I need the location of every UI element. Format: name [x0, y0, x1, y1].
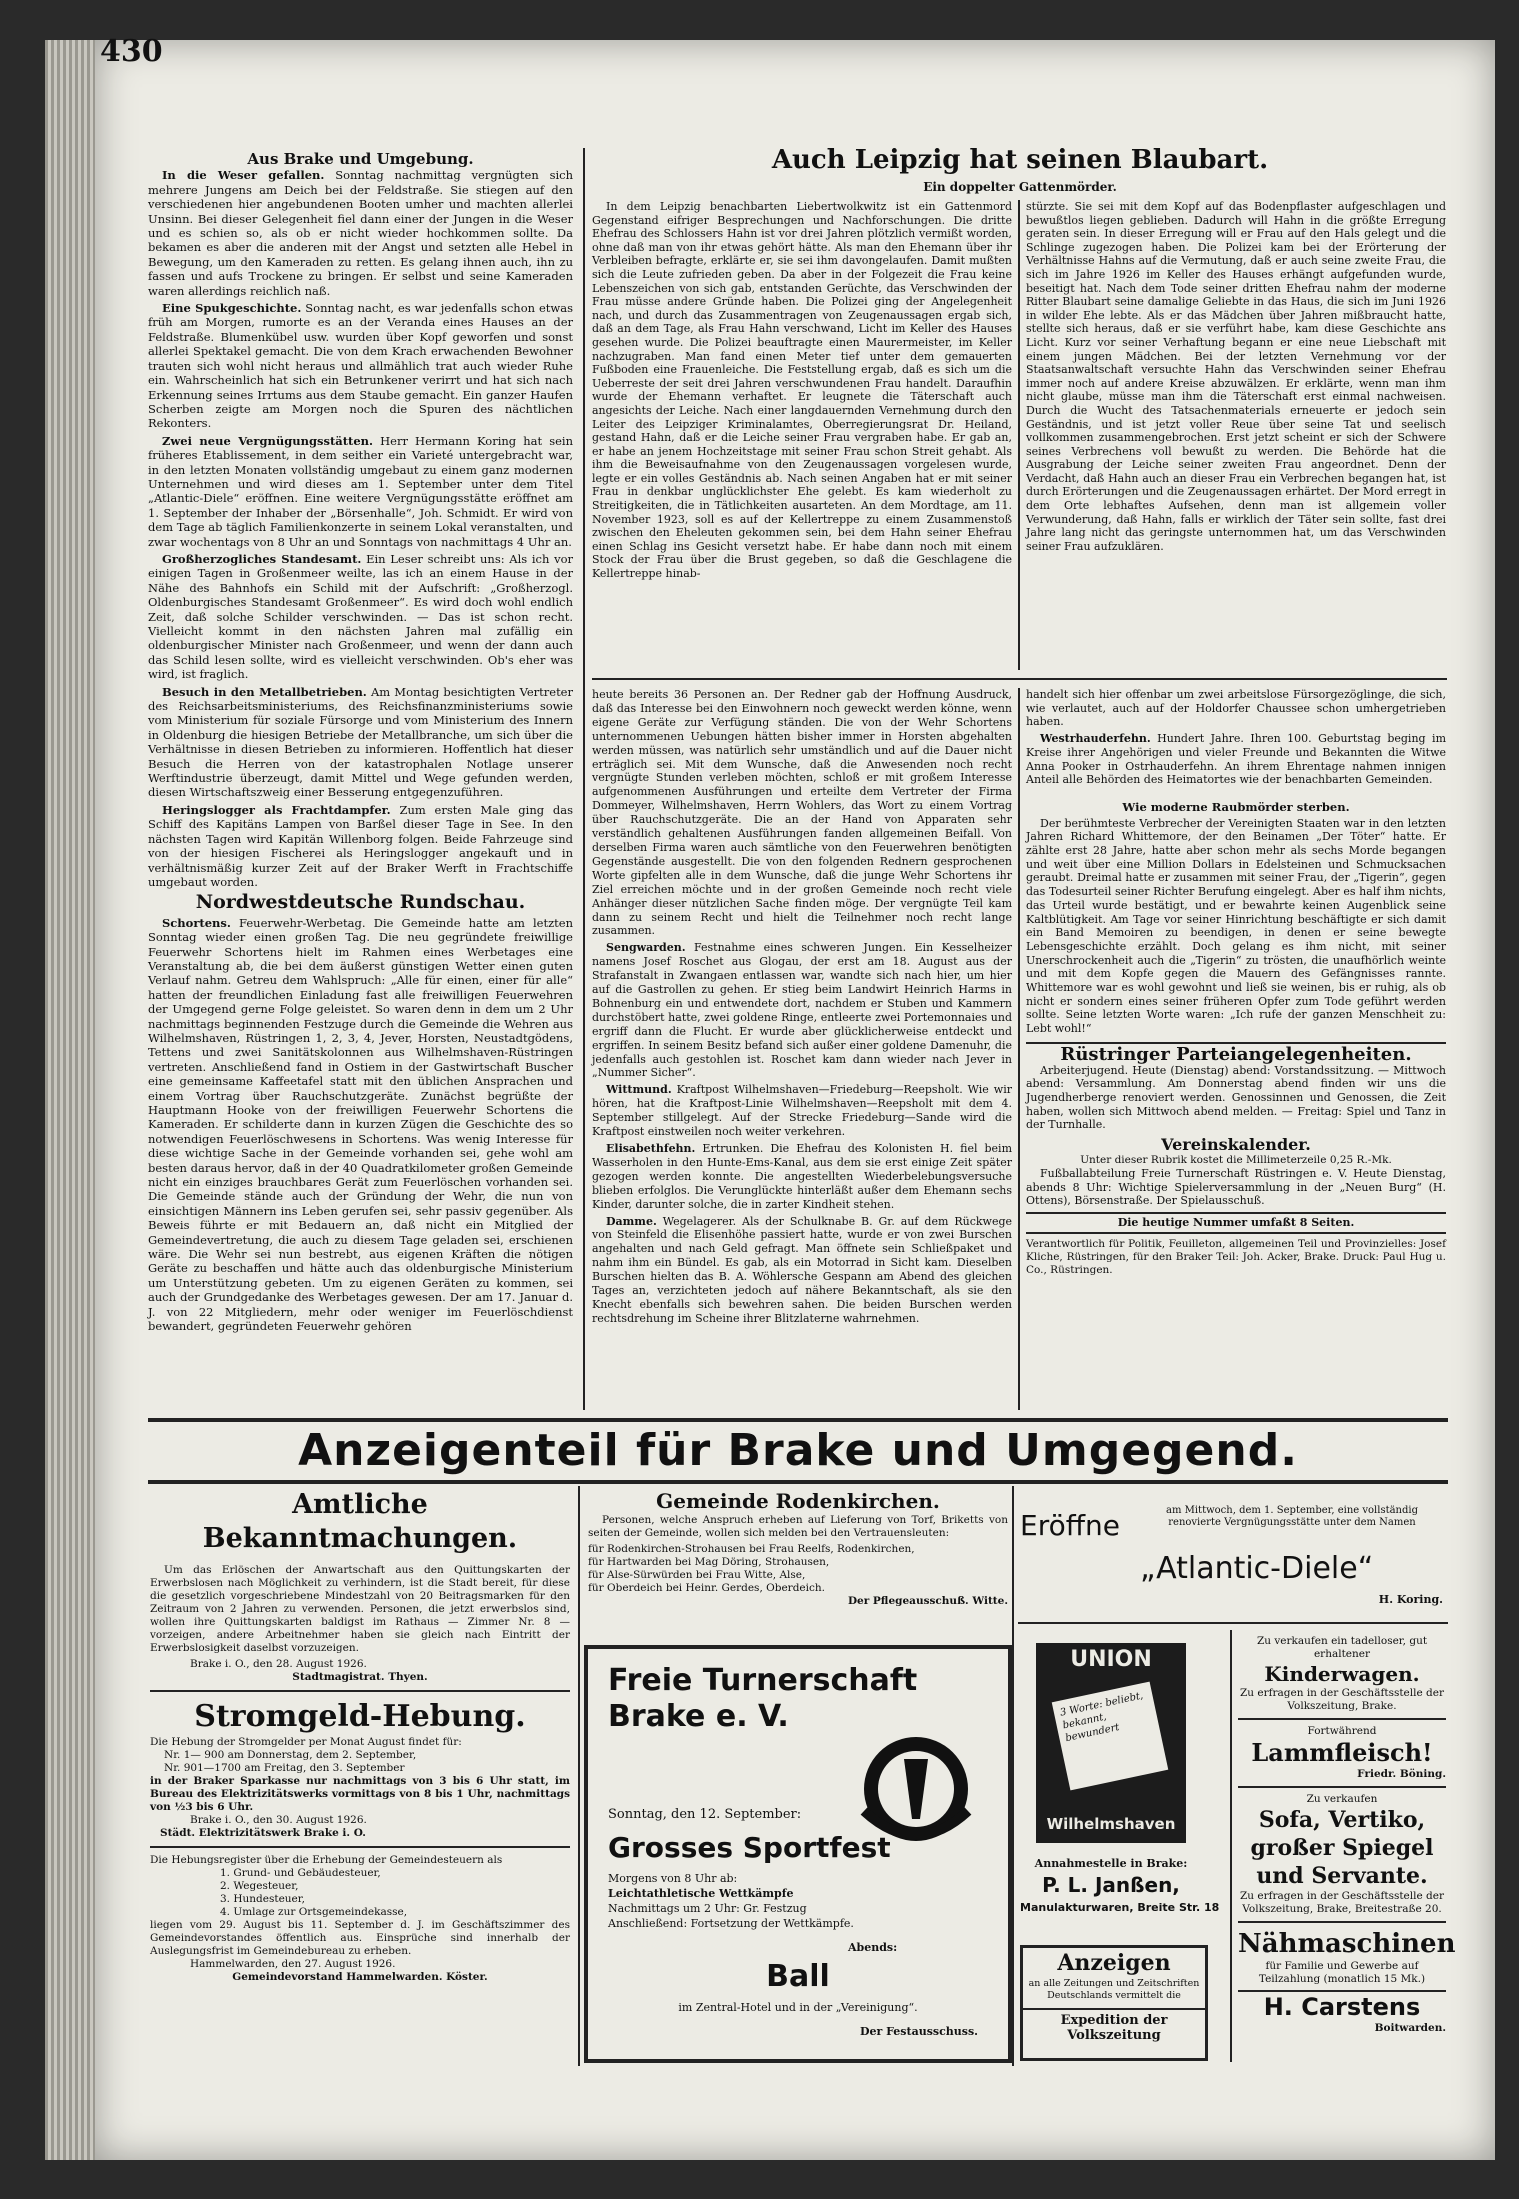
article: [592, 941, 1012, 1080]
rodenkirchen-line: für Alse-Sürwürden bei Frau Witte, Alse,: [588, 1569, 806, 1581]
hebung-text: liegen vom 29. August bis 11. September d. J. im Geschäftszimmer des Gemeindevorstandes öffentlich aus. Einsprüche sind innerhalb der Auslegungsfrist im Gemeindebureau zu erheben.: [150, 1919, 570, 1957]
stromgeld-sign: Städt. Elektrizitätswerk Brake i. O.: [160, 1827, 366, 1839]
program-line: Leichtathletische Wettkämpfe: [608, 1887, 794, 1900]
lamm-sign: Friedr. Böning.: [1357, 1768, 1446, 1780]
article-text: Ein Leser schreibt uns: Als ich vor einigen Tagen in Großenmeer weilte, las ich an einem Hause in der Nähe des Bahnhofs ein Schild mit der Aufschrift: „Großherzogl. Oldenburgisches Standesamt Großenmeer“. Es wird doch wohl endlich Zeit, daß solche Schilder verschwinden. — Das ist schon recht. Vielleicht kommt in den nächsten Jahren mal zufällig ein oldenburgischer Minister nach Großenmeer, und wenn der dann auch das Schild lesen sollte, wird es vielleicht verschwinden. Ob's eher was wird, ist fraglich.: [148, 551, 574, 682]
sofa-line: Sofa, Vertiko,: [1258, 1807, 1426, 1833]
sofa-post: Zu erfragen in der Geschäftsstelle der Volkszeitung, Brake, Breitestraße 20.: [1239, 1890, 1444, 1915]
article-lead: Besuch in den Metallbetrieben.: [162, 684, 367, 699]
hebung-item: 4. Umlage zur Ortsgemeindekasse,: [220, 1906, 408, 1918]
article-text: Zum ersten Male ging das Schiff des Kapitäns Lampen von Barßel dieser Tage in See. In den nächsten Tagen wird Kapitän Willenborg folgen. Beide Fahrzeuge sind von der hiesigen Fischerei als Heringslogger angekauft und in verhältnismäßig kurzer Zeit auf der Braker Werft in Frachtschiffe umgebaut worden.: [148, 802, 573, 889]
umfang-text: Die heutige Nummer umfaßt 8 Seiten.: [1117, 1215, 1355, 1229]
kinderwagen-post: Zu erfragen in der Geschäftsstelle der Volkszeitung, Brake.: [1239, 1687, 1444, 1712]
turnerschaft-fest: Grosses Sportfest: [608, 1831, 891, 1864]
article-text: stürzte. Sie sei mit dem Kopf auf das Bodenpflaster aufgeschlagen und bewußtlos liegen geblieben. Dadurch will Hahn in die größte Erregung geraten sein. In dieser Erregung will er Frau auf den Hals gelegt und die Schlinge zugezogen haben. Die Polizei kam bei der Erörterung der Verhältnisse Hahns auf die Vermutung, daß er auch seine zweite Frau, die sich im Jahre 1926 im Keller des Hauses erhängt aufgefunden wurde, beseitigt hat. Nach dem Tode seiner dritten Ehefrau nahm der moderne Ritter Blaubart seine damalige Geliebte in das Haus, die sich im Juni 1926 in wilder Ehe lebte. Als er das Mädchen über Jahren mißbraucht hatte, stellte sich heraus, daß er sie verführt habe, kam diese Geschichte ans Licht. Kurz vor seiner Verhaftung begann er eine neue Liebschaft mit einem jungen Mädchen. Bei der letzten Vernehmung vor der Staatsanwaltschaft versuchte Hahn das Verschwinden seiner Ehefrau immer noch auf andere Kreise abzuwälzen. Er erklärte, wenn man ihm nicht glaube, müsse man ihm die Täterschaft erst einmal nachweisen. Durch die Wucht des Tatsachenmaterials erneuerte er jedoch sein Geständnis, und ist jetzt voller Reue über seine Tat und seelisch vollkommen zusammengebrochen. Erst jetzt scheint er sich der Schwere seines Verbrechens voll bewußt zu werden. Die Behörde hat die Ausgrabung der Leiche seiner zweiten Frau angeordnet. Denn der Verdacht, daß Hahn auch an dieser Frau ein Verbrechen begangen hat, ist durch Erörterungen und die Zeugenaussagen erhärtet. Der Mord erregt in dem Orte lebhaftes Aufsehen, denn man ist allgemein voller Verwunderung, daß Hahn, falls er wirklich der Täter sein sollte, fast drei Jahre lang nicht das geringste unternommen hat, um das Verschwinden seiner Frau aufzuklären.: [1026, 200, 1446, 553]
naeh-text: für Familie und Gewerbe auf Teilzahlung (monatlich 15 Mk.): [1258, 1960, 1426, 1985]
sofa-line: und Servante.: [1256, 1863, 1428, 1889]
union-maker: Wilhelmshaven: [1046, 1815, 1176, 1833]
program-line: Nachmittags um 2 Uhr: Gr. Festzug: [608, 1902, 807, 1915]
article: [148, 301, 573, 431]
raubmoerder-heading: Wie moderne Raubmörder sterben.: [1122, 799, 1350, 814]
rodenkirchen-block: [588, 1488, 1008, 1608]
article-text: Sonntag nacht, es war jedenfalls schon etwas früh am Morgen, rumorte es an der Veranda eines Hauses an der Feldstraße. Blumenkübel usw. wurden über Kopf geworfen und sonst allerlei Spektakel gemacht. Die von dem Krach erwachenden Bewohner trauten sich wohl nicht heraus und allmählich trat auch wieder Ruhe ein. Wahrscheinlich hat sich ein Betrunkener verirrt und hat sich nach Erkennung seines Irrtums aus dem Staube gemacht. Ein ganzer Haufen Scherben zeigte am Morgen noch die Spuren des nächtlichen Rekonters.: [148, 301, 573, 431]
article-lead: Sengwarden.: [606, 941, 686, 955]
horizontal-rule: [1018, 1622, 1448, 1624]
article-text: Wegelagerer. Als der Schulknabe B. Gr. auf dem Rückwege von Steinfeld die Elisenhöhe passiert hatte, wurde er von zwei Burschen angehalten und nach Geld gefragt. Man öffnete sein Schließpaket und nahm ihm ein Bündel. Es gab, als ein Motorrad in Sicht kam. Dieselben Burschen hielten das B. A. Wöhlersche Gespann am Abend des gleichen Tages an, verzichteten jedoch auf nähere Bekanntschaft, als sie den Knecht ebenfalls sich bewehren sahen. Die beiden Burschen werden rechtsdrehung im Scheine ihrer Blitzlaterne wahrnehmen.: [592, 1214, 1012, 1325]
stromgeld-row: in der Braker Sparkasse nur nachmittags von 3 bis 6 Uhr statt, im Bureau des Elektrizitätswerks vormittags von 8 bis 1 Uhr, nachmittags von ½3 bis 6 Uhr.: [150, 1775, 570, 1813]
anzeigenteil-headline: Anzeigenteil für Brake und Umgegend.: [298, 1425, 1298, 1476]
union-annahme: Annahmestelle in Brake:: [1034, 1857, 1188, 1870]
article: [1026, 732, 1446, 787]
article-text: Festnahme eines schweren Jungen. Ein Kesselheizer namens Josef Roschet aus Glogau, der erst am 18. August aus der Strafanstalt in Zwangaen entlassen war, wandte sich nach hier, um hier auf die Gastrollen zu gehen. Er stieg beim Landwirt Heinrich Harms in Bohnenburg ein und entwendete dort, nachdem er Stuben und Kammern durchstöbert hatte, zwei goldene Ringe, entleerte zwei Portemonnaies und ergriff dann die Flucht. Er wurde aber glücklicherweise entdeckt und ergriffen. In seinem Besitz befand sich außer einer goldene Damenuhr, die jedenfalls auch gestohlen ist. Roschet kam dann wieder nach Jever in „Nummer Sicher“.: [592, 941, 1012, 1080]
union-ad: [1020, 1635, 1220, 1935]
article-text: handelt sich hier offenbar um zwei arbeitslose Fürsorgezöglinge, die sich, wie verlautet, auch auf der Holdorfer Chaussee schon umhergetrieben haben.: [1026, 688, 1446, 729]
amtliche-sign: Stadtmagistrat. Thyen.: [292, 1671, 428, 1683]
article: [148, 916, 573, 1334]
column-rule: [583, 148, 585, 1410]
divider: [1238, 1786, 1446, 1788]
article: [592, 1083, 1012, 1139]
hebung-item: 2. Wegesteuer,: [220, 1880, 299, 1892]
anzeigen-box-text: an alle Zeitungen und Zeitschriften Deutschlands vermittelt die: [1028, 1978, 1200, 2001]
kinderwagen-title: Kinderwagen.: [1264, 1662, 1420, 1686]
rodenkirchen-sign: Der Pflegeausschuß. Witte.: [847, 1595, 1008, 1607]
atlantic-text: am Mittwoch, dem 1. September, eine vollständig renovierte Vergnügungsstätte unter dem Namen: [1166, 1505, 1418, 1528]
turnerschaft-place: im Zentral-Hotel und in der „Vereinigung“.: [678, 2001, 918, 2014]
hebung-item: 3. Hundesteuer,: [220, 1893, 305, 1905]
rodenkirchen-text: Personen, welche Anspruch erheben auf Lieferung von Torf, Briketts von seiten der Gemeinde, wollen sich melden bei den Vertrauensleuten:: [588, 1514, 1008, 1539]
article-lead: Zwei neue Vergnügungsstätten.: [162, 433, 374, 448]
article-lead: Wittmund.: [606, 1083, 672, 1097]
atlantic-owner: H. Koring.: [1378, 1593, 1443, 1606]
article-lead: In die Weser gefallen.: [162, 168, 325, 183]
turnerschaft-title-line: Freie Turnerschaft: [608, 1663, 918, 1698]
left-column: [148, 148, 573, 1337]
turnerschaft-date: Sonntag, den 12. September:: [608, 1807, 802, 1822]
article-text: Fußballabteilung Freie Turnerschaft Rüstringen e. V. Heute Dienstag, abends 8 Uhr: Wichtige Spielerversammlung in der „Neuen Burg“ (H. Ottens), Börsenstraße. Der Spielausschuß.: [1026, 1166, 1446, 1208]
amtliche-date: Brake i. O., den 28. August 1926.: [190, 1658, 367, 1670]
divider: [1238, 1921, 1446, 1923]
hebung-text: Die Hebungsregister über die Erhebung der Gemeindesteuern als: [150, 1854, 503, 1866]
horizontal-rule: [592, 678, 1447, 680]
article: [148, 434, 573, 549]
divider: [150, 1846, 570, 1848]
amtliche-title: Amtliche Bekanntmachungen.: [202, 1489, 518, 1554]
right-column: [1026, 688, 1446, 1280]
hebung-item: 1. Grund- und Gebäudesteuer,: [220, 1867, 381, 1879]
impressum: Verantwortlich für Politik, Feuilleton, allgemeinen Teil und Provinzielles: Josef Kliche, Rüstringen, für den Braker Teil: Joh. Acker, Brake. Druck: Paul Hug u. Co., Rüstringen.: [1026, 1237, 1446, 1276]
section-heading: Aus Brake und Umgebung.: [247, 150, 474, 168]
ad-section-rule: [148, 1480, 1448, 1484]
verein-note: Unter dieser Rubrik kostet die Millimeterzeile 0,25 R.-Mk.: [1080, 1153, 1392, 1166]
sofa-line: großer Spiegel: [1250, 1835, 1434, 1861]
turnerschaft-program: [608, 1871, 854, 1931]
article-lead: Heringslogger als Frachtdampfer.: [162, 802, 391, 817]
article-text: Herr Hermann Koring hat sein früheres Etablissement, in dem seither ein Varieté untergebracht war, in den letzten Monaten vollständig umgebaut zu einem ganz modernen Unternehmen und wird dieses am 1. September unter dem Titel „Atlantic-Diele“ eröffnen. Eine weitere Vergnügungsstätte eröffnet am 1. September der Inhaber der „Börsenhalle“, Joh. Schmidt. Er wird von dem Tage ab täglich Familienkonzerte in seinem Lokal veranstalten, und zwar wochentags von 8 Uhr an und Sonntags von nachmittags 4 Uhr an.: [148, 433, 574, 549]
anzeigen-box: [1020, 1945, 1208, 2061]
program-line: Morgens von 8 Uhr ab:: [608, 1872, 738, 1885]
column-rule: [578, 1486, 580, 2066]
column-rule: [1012, 1486, 1014, 2066]
column-rule: [1018, 688, 1020, 1410]
sofa-pre: Zu verkaufen: [1306, 1793, 1378, 1805]
rodenkirchen-line: für Hartwarden bei Mag Döring, Strohausen,: [588, 1556, 830, 1568]
article: [148, 685, 573, 800]
umfang-notice: [1026, 1212, 1446, 1234]
section-heading: Nordwestdeutsche Rundschau.: [195, 891, 526, 914]
article: [592, 1142, 1012, 1212]
rodenkirchen-line: für Oberdeich bei Heinr. Gerdes, Oberdeich.: [588, 1582, 825, 1594]
hebung-date: Hammelwarden, den 27. August 1926.: [190, 1958, 396, 1970]
union-slogan: 3 Worte: beliebt, bekannt, bewundert: [1052, 1682, 1169, 1791]
page-edge: [45, 40, 95, 2160]
stromgeld-intro: Die Hebung der Stromgelder per Monat August findet für:: [150, 1736, 462, 1748]
headline-blaubart: Auch Leipzig hat seinen Blaubart.: [771, 145, 1269, 175]
article-lead: Westrhauderfehn.: [1040, 732, 1151, 746]
rodenkirchen-title: Gemeinde Rodenkirchen.: [656, 1489, 940, 1513]
small-ads-column: [1238, 1635, 1456, 2035]
stromgeld-row: Nr. 1— 900 am Donnerstag, dem 2. September,: [164, 1749, 417, 1761]
stromgeld-title: Stromgeld-Hebung.: [194, 1699, 526, 1734]
article-lead: Damme.: [606, 1214, 657, 1228]
article-text: Arbeiterjugend. Heute (Dienstag) abend: Vorstandssitzung. — Mittwoch abend: Versammlung. Am Donnerstag abend finden wir uns die Jugendherberge renoviert werden. Genossinnen und Genossen, die Zeit haben, wollen sich Mittwoch abend melden. — Freitag: Spiel und Tanz in der Turnhalle.: [1026, 1063, 1446, 1132]
ad-section-rule: [148, 1418, 1448, 1422]
union-addr: Manulakturwaren, Breite Str. 18: [1020, 1901, 1220, 1914]
article: [148, 552, 573, 682]
atlantic-name: „Atlantic-Diele“: [1140, 1551, 1374, 1586]
divider: [150, 1690, 570, 1692]
article-text: Ertrunken. Die Ehefrau des Kolonisten H. fiel beim Wasserholen in den Hunte-Ems-Kanal, aus dem sie erst einige Zeit später gezogen werden konnte. Die angestellten Wiederbelebungsversuche blieben erfolglos. Die Verunglückte hinterläßt außer dem Ehemann sechs Kinder, darunter solche, die in zarter Kindheit stehen.: [592, 1142, 1012, 1211]
partei-heading: Rüstringer Parteiangelegenheiten.: [1060, 1043, 1412, 1065]
kinderwagen-pre: Zu verkaufen ein tadelloser, gut erhaltener: [1256, 1635, 1428, 1660]
hebung-sign: Gemeindevorstand Hammelwarden. Köster.: [232, 1971, 488, 1983]
anzeigen-box-firm: Expedition der Volkszeitung: [1023, 2008, 1205, 2043]
blaubart-col2: [1026, 200, 1446, 556]
atlantic-ad: [1020, 1505, 1445, 1615]
article: [148, 168, 573, 298]
atlantic-word: Eröffne: [1020, 1509, 1120, 1542]
article-lead: Schortens.: [162, 915, 231, 930]
article-text: In dem Leipzig benachbarten Liebertwolkwitz ist ein Gattenmord Gegenstand eifriger Besprechungen und Nachforschungen. Die dritte Ehefrau des Schlossers Hahn ist vor drei Jahren plötzlich vermißt worden, ohne daß man von ihr etwas gehört hätte. Als man den Ehemann über ihr Verbleiben befragte, erklärte er, sie sei ihm davongelaufen. Damit mußten sich die Leute zufrieden geben. Da aber in der Folgezeit die Frau keine Lebenszeichen von sich gab, entstanden Gerüchte, das Verschwinden der Frau müsse andere Gründe haben. Die Polizei ging der Angelegenheit nach, und durch das Zusammentragen von Zeugenaussagen ergab sich, daß an dem Tage, als Frau Hahn verschwand, Licht im Keller des Hauses gesehen wurde. Die Polizei beauftragte einen Maurermeister, im Keller nachzugraben. Man fand einen Meter tief unter dem gemauerten Fußboden eine Frauenleiche. Die Feststellung ergab, daß es sich um die Ueberreste der seit drei Jahren verschwundenen Frau handelt. Daraufhin wurde der Ehemann verhaftet. Er leugnete die Täterschaft auch angesichts der Leiche. Nach einer langdauernden Vernehmung durch den Leiter des Leipziger Kriminalamtes, Oberregierungsrat Dr. Heiland, gestand Hahn, daß er die Leiche seiner Frau vergraben habe. Er gab an, er habe an jenem Hochzeitstage mit seiner Frau schon Streit gehabt. Als ihm die Beweisaufnahme von den Zeugenaussagen vorgelesen wurde, legte er ein volles Geständnis ab. Nach seinen Angaben hat er mit seiner Frau in denkbar unglücklichster Ehe gelebt. Es kam wiederholt zu Streitigkeiten, die in Tätlichkeiten ausarteten. An dem Mordtage, am 11. November 1923, soll es auf der Kellertreppe zu einem Zusammenstoß zwischen den Eheleuten gekommen sein, bei dem Hahn seiner Ehefrau einen Schlag ins Gesicht versetzt habe. Er habe dann noch mit einem Stock der Frau über die Brust gegeben, so daß die Geschlagene die Kellertreppe hinab-: [592, 200, 1012, 581]
lamm-pre: Fortwährend: [1307, 1725, 1377, 1737]
article-lead: Großherzogliches Standesamt.: [162, 551, 362, 566]
union-name: P. L. Janßen,: [1042, 1873, 1180, 1897]
lamm-title: Lammfleisch!: [1251, 1738, 1433, 1767]
stromgeld-date: Brake i. O., den 30. August 1926.: [190, 1814, 367, 1826]
amtliche-block: [150, 1488, 570, 1984]
page-number: 430: [100, 34, 163, 69]
amtliche-text: Um das Erlöschen der Anwartschaft aus den Quittungskarten der Erwerbslosen nach Möglichkeit zu verhindern, ist die Stadt bereit, für diese die gesetzlich vorgeschriebene Mindestzahl von 20 Beitragsmarken für den Zeitraum von 2 Jahren zu verwenden. Personen, die jetzt erwerbslos sind, wollen ihre Quittungskarten baldigst im Rathaus — Zimmer Nr. 8 — vorzeigen, andere Arbeitnehmer haben sie gleich nach Eintritt der Erwerbslosigkeit daselbst vorzuzeigen.: [150, 1564, 570, 1654]
article-text: Der berühmteste Verbrecher der Vereinigten Staaten war in den letzten Jahren Richard Whittemore, der den Beinamen „Der Töter“ hatte. Er zählte erst 28 Jahre, hatte aber schon mehr als sechs Morde begangen und weit über eine Million Dollars in Edelsteinen und Schmucksachen geraubt. Dreimal hatte er zusammen mit seiner Frau, der „Tigerin“, gegen das Todesurteil seiner Richter Berufung eingelegt. Aber es half ihm nichts, das Urteil wurde bestätigt, und er bewahrte keinen Augenblick seine Kaltblütigkeit. Am Tage vor seiner Hinrichtung beschäftigte er sich damit ein Band Memoiren zu beendigen, in denen er seine bewegte Lebensgeschichte erzählt. Doch gelang es ihm nicht, mit seiner Unerschrockenheit auch die „Tigerin“ zu trösten, die unaufhörlich weinte und mit dem Kopfe gegen die Mauern des Gefängnisses rannte. Whittemore war es wohl gewohnt und ließ sie weinen, bis er ruhig, als ob nicht er sondern eines seiner früheren Opfer zum Tode geführt werden sollte. Seine letzten Worte waren: „Ich rufe der ganzen Menschheit zu: Lebt wohl!“: [1026, 816, 1446, 1036]
turnerschaft-ad: [584, 1645, 1012, 2063]
anzeigen-box-title: Anzeigen: [1057, 1950, 1171, 1976]
program-abends: Abends:: [848, 1941, 898, 1954]
stromgeld-row: Nr. 901—1700 am Freitag, den 3. September: [164, 1762, 405, 1774]
verein-heading: Vereinskalender.: [1161, 1135, 1311, 1155]
subheadline: Ein doppelter Gattenmörder.: [923, 180, 1117, 194]
article-text: Am Montag besichtigten Vertreter des Reichsarbeitsministeriums, des Reichsfinanzministeriums sowie vom Ministerium für soziale Fürsorge und vom Ministerium des Innern in Oldenburg die hiesigen Betriebe der Metallbranche, um sich über die Verhältnisse in diesen Betrieben zu informieren. Hoffentlich hat dieser Besuch die Herren von der katastrophalen Notlage unserer Werftindustrie überzeugt, damit Mittel und Wege gefunden werden, diesen Wirtschaftszweig einer Besserung entgegenzuführen.: [148, 684, 573, 800]
naeh-street: Boitwarden.: [1374, 2022, 1446, 2034]
naeh-firm: H. Carstens: [1238, 1990, 1446, 2022]
column-rule: [1230, 1630, 1232, 2062]
turnerschaft-title-line: Brake e. V.: [608, 1699, 789, 1734]
blaubart-col1: [592, 200, 1012, 584]
divider: [1238, 1718, 1446, 1720]
turnerschaft-sign: Der Festausschuss.: [859, 2025, 978, 2038]
union-brand: UNION: [1070, 1647, 1152, 1672]
article-text: Feuerwehr-Werbetag. Die Gemeinde hatte am letzten Sonntag wieder einen großen Tag. Die neu gegründete freiwillige Feuerwehr Schortens hielt im Rahmen eines Werbetages eine Veranstaltung ab, die bei dem äußerst günstigen Wetter einen guten Verlauf nahm. Getreu dem Wahlspruch: „Alle für einen, einer für alle“ hatten der freundlichen Einladung fast alle freiwilligen Feuerwehren der Umgegend gerne Folge geleistet. So waren denn in dem um 2 Uhr nachmittags beginnenden Festzuge durch die Gemeinde die Wehren aus Wilhelmshaven, Rüstringen 1, 2, 3, 4, Jever, Horsten, Neustadtgödens, Tettens und zwei Sanitätskolonnen aus Wilhelmshaven-Rüstringen vertreten. Anschließend fand in Ostiem in der Gastwirtschaft Buscher eine gemeinsame Kaffeetafel statt mit den üblichen Ansprachen und einem Vortrag über Rauchschutzgeräte. Zunächst begrüßte der Hauptmann Hooke von der freiwilligen Feuerwehr Schortens die Kameraden. Er schilderte dann in kurzen Zügen die Geschichte des so notwendigen Feuerlöschwesens in Schortens. Was wenig Interesse für diese wichtige Sache in der Gemeinde vorhanden sei, gehe wohl am besten daraus hervor, daß in der 40 Quadratkilometer großen Gemeinde nicht ein einziges brauchbares Gerät zum Feuerlöschen vorhanden sei. Die Gemeinde stände auch der Gründung der Wehr, die nun von einsichtigen Männern ins Leben gerufen sei, sehr passiv gegenüber. Als Beweis führte er mit Bedauern an, daß nicht ein Mitglied der Gemeindevertretung, die auch zu diesem Tage geladen sei, erschienen wäre. Die Wehr sei nun bestrebt, aus eigenen Kräften die nötigen Geräte zu beschaffen und hätte auch das oldenburgische Ministerium um Unterstützung gebeten. Um zu eigenen Geräten zu kommen, sei auch der Grundgedanke des Werbetages gewesen. Der am 17. Januar d. J. von 22 Mitgliedern, mehr oder weniger im Feuerlöschdienst bewandert, gegründeten Feuerwehr gehören: [148, 915, 574, 1334]
mid-column: [592, 688, 1012, 1329]
article-text: Hundert Jahre. Ihren 100. Geburtstag beging im Kreise ihrer Angehörigen und vieler Freunde und Bekannten die Witwe Anna Pooker in Ostrhauderfehn. An ihrem Ehrentage nahmen innigen Anteil alle Behörden des Heimatortes wie der benachbarten Gemeinden.: [1026, 732, 1446, 787]
rodenkirchen-line: für Rodenkirchen-Strohausen bei Frau Reelfs, Rodenkirchen,: [588, 1543, 915, 1555]
article-text: Kraftpost Wilhelmshaven—Friedeburg—Reepsholt. Wie wir hören, hat die Kraftpost-Linie Wilhelmshaven—Reepsholt mit dem 4. September stillgelegt. Auf der Strecke Friedeburg—Sande wird die Kraftpost einstweilen noch weiter verkehren.: [592, 1083, 1012, 1139]
article: [148, 803, 573, 889]
article-lead: Elisabethfehn.: [606, 1142, 696, 1155]
article-lead: Eine Spukgeschichte.: [162, 301, 302, 316]
article-text: Sonntag nachmittag vergnügten sich mehrere Jungens am Deich bei der Feldstraße. Sie stiegen auf den verschiedenen hier angebundenen Booten umher und machten allerlei Unsinn. Bei dieser Gelegenheit fiel dann einer der Jungen in die Weser und es schien so, als ob er nicht wieder hochkommen sollte. Da bekamen es aber die anderen mit der Angst und setzten alle Hebel in Bewegung, um den Kameraden zu retten. Es gelang ihnen auch, ihn zu fassen und aufs Trockene zu bringen. Er selbst und seine Kameraden waren allerdings reichlich naß.: [148, 168, 574, 298]
article: [592, 1215, 1012, 1326]
column-rule: [1018, 200, 1020, 670]
program-line: Anschließend: Fortsetzung der Wettkämpfe.: [608, 1917, 854, 1930]
naeh-title: Nähmaschinen: [1238, 1929, 1456, 1959]
article-text: heute bereits 36 Personen an. Der Redner gab der Hoffnung Ausdruck, daß das Interesse bei den Einwohnern noch geweckt werden könne, wenn eigene Geräte zur Verfügung ständen. Die von der Wehr Schortens unternommenen Uebungen hätten bisher immer in Horsten abgehalten werden müssen, was natürlich sehr umständlich und auf die Dauer nicht erträglich sei. Mit dem Wunsche, daß die Anwesenden noch recht vergnügte Stunden verleben möchten, schloß er mit großem Interesse aufgenommenen Ausführungen und erteilte dem Vertreter der Firma Dommeyer, Wilhelmshaven, Herrn Wohlers, das Wort zu einem Vortrag über Rauchschutzgeräte. Die an der Hand von Apparaten sehr verständlich gehaltenen Ausführungen fanden allgemeinen Beifall. Von derselben Firma waren auch sämtliche von den Feuerwehren benötigten Gegenstände ausgestellt. Die von den folgenden Rednern gesprochenen Worte gipfelten alle in dem Wunsche, daß die junge Wehr Schortens ihr Ziel erreichen möchte und in der großen Gemeinde noch recht viele Anhänger dieser nützlichen Sache finden möge. Der vergnügte Teil kam dann zu seinem Recht und hielt die Teilnehmer noch recht lange zusammen.: [592, 688, 1012, 938]
turnerschaft-ball: Ball: [766, 1959, 830, 1994]
